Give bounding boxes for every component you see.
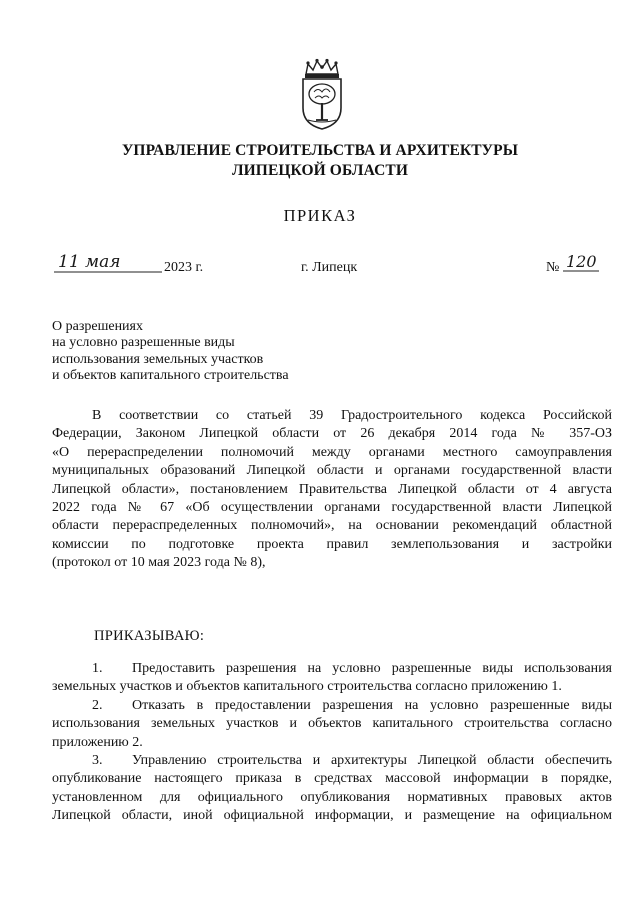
item-line: использования земельных участков и объектов капитального строительства согласно bbox=[52, 716, 612, 732]
item-line bbox=[52, 660, 612, 678]
item-line: земельных участков и объектов капитального строительства согласно приложению 1. bbox=[52, 679, 562, 695]
item-line: приложению 2. bbox=[52, 734, 143, 750]
number-sign: № bbox=[546, 260, 560, 275]
item-line: Липецкой области, иной официальной информации, и размещение на официальном bbox=[52, 808, 612, 824]
item-number: 3. bbox=[92, 752, 103, 768]
preamble-line: «О перераспределении полномочий между органами местного самоуправления bbox=[52, 444, 612, 460]
preamble-line: В соответствии со статьей 39 Градостроительного кодекса Российской bbox=[92, 408, 612, 423]
item-line: опубликование настоящего приказа в средствах массовой информации в порядке, bbox=[52, 771, 612, 787]
document-year: 2023 г. bbox=[164, 260, 204, 275]
handwritten-date bbox=[54, 250, 162, 276]
svg-text:120: 120 bbox=[566, 252, 597, 271]
coat-of-arms-icon bbox=[298, 58, 346, 130]
item-number: 2. bbox=[92, 697, 103, 713]
subject-line: и объектов капитального строительства bbox=[52, 368, 289, 384]
svg-text:11 мая: 11 мая bbox=[58, 252, 121, 272]
item-number: 1. bbox=[92, 661, 103, 676]
document-subject bbox=[52, 319, 289, 385]
document-city: г. Липецк bbox=[301, 260, 358, 275]
item-text: Управлению строительства и архитектуры Липецкой области обеспечить bbox=[132, 752, 612, 768]
handwritten-number bbox=[563, 252, 599, 274]
preamble-line: 2022 года № 67 «Об осуществлении органами государственной власти Липецкой bbox=[52, 499, 612, 515]
item-line: установленном для официального опубликования нормативных правовых актов bbox=[52, 789, 612, 805]
subject-line: О разрешениях bbox=[52, 319, 143, 334]
item-line bbox=[52, 752, 612, 770]
item-line bbox=[52, 697, 612, 715]
agency-name-line2: ЛИПЕЦКОЙ ОБЛАСТИ bbox=[232, 162, 408, 179]
subject-line: на условно разрешенные виды bbox=[52, 335, 235, 351]
order-items bbox=[52, 660, 612, 826]
preamble-line: Липецкой области», постановлением Правительства Липецкой области от 4 августа bbox=[52, 481, 612, 497]
preamble-line: муниципальных образований Липецкой области и органами государственной власти bbox=[52, 463, 612, 479]
document-type-title: ПРИКАЗ bbox=[283, 206, 357, 225]
preamble-paragraph bbox=[52, 407, 612, 573]
agency-name-line1: УПРАВЛЕНИЕ СТРОИТЕЛЬСТВА И АРХИТЕКТУРЫ bbox=[121, 142, 519, 159]
preamble-line: Федерации, Законом Липецкой области от 26 декабря 2014 года № 357-ОЗ bbox=[52, 426, 612, 442]
item-text: Отказать в предоставлении разрешения на условно разрешенные виды bbox=[132, 697, 612, 713]
preamble-line: области перераспределенных полномочий», на основании рекомендаций областной bbox=[52, 518, 612, 534]
subject-line: использования земельных участков bbox=[52, 351, 264, 367]
preamble-line: комиссии по подготовке проекта правил землепользования и застройки bbox=[52, 536, 612, 552]
item-text: Предоставить разрешения на условно разрешенные виды использования bbox=[132, 661, 612, 676]
order-directive: ПРИКАЗЫВАЮ: bbox=[94, 628, 205, 644]
preamble-line: (протокол от 10 мая 2023 года № 8), bbox=[52, 555, 266, 571]
